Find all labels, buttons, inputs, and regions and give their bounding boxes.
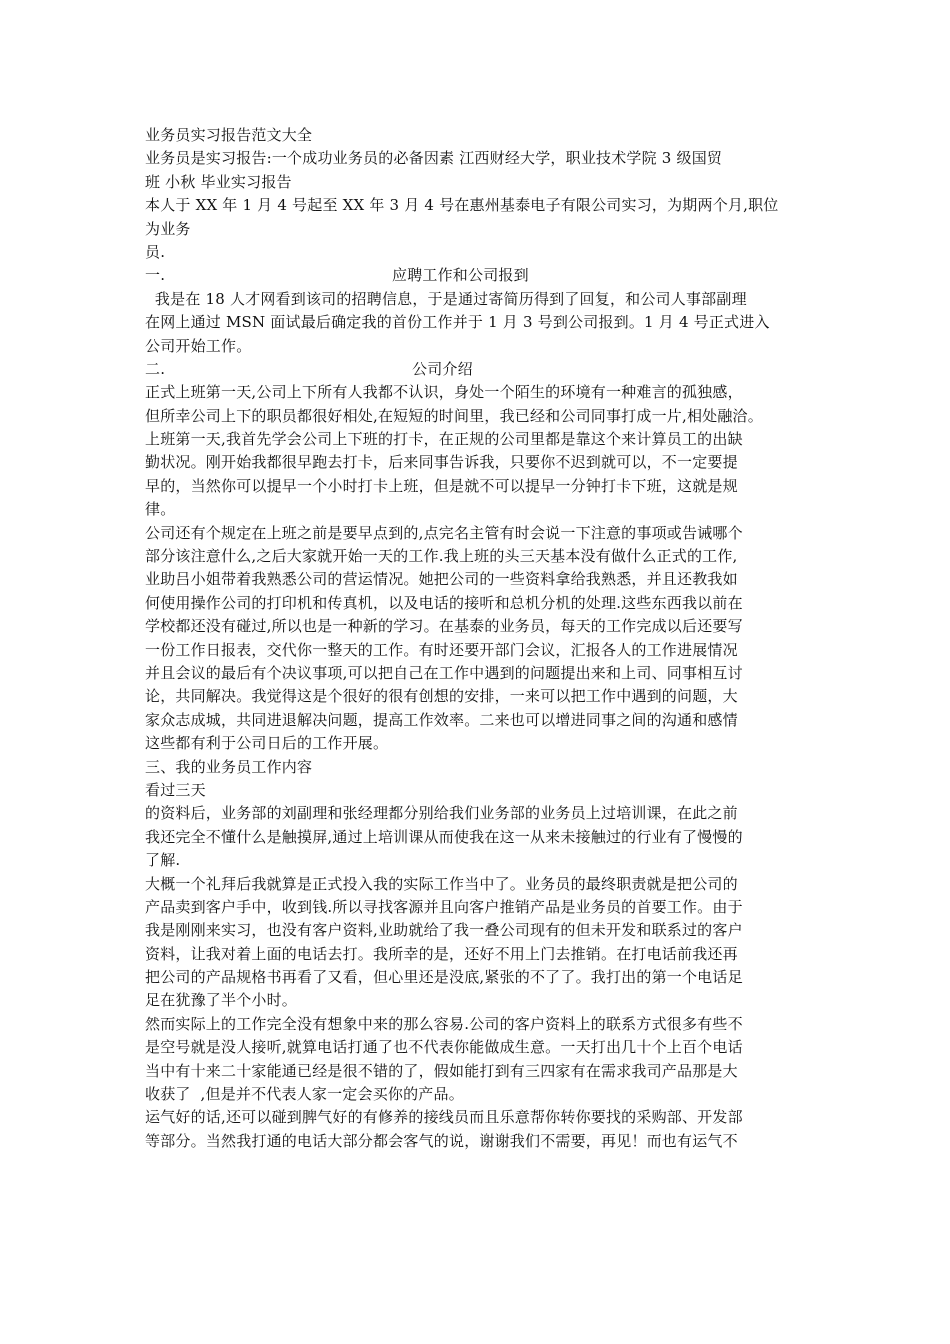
paragraph-line: 这些都有利于公司日后的工作开展。 — [145, 734, 389, 753]
paragraph-line: 公司还有个规定在上班之前是要早点到的,点完名主管有时会说一下注意的事项或告诫哪个 — [145, 523, 743, 542]
paragraph-line: 何使用操作公司的打印机和传真机，以及电话的接听和总机分机的处理.这些东西我以前在 — [145, 593, 743, 612]
subtitle-block — [145, 147, 820, 194]
section-3-heading: 三、我的业务员工作内容 — [145, 757, 313, 776]
intro-line: 为业务 — [145, 219, 191, 238]
paragraph-line: 上班第一天,我首先学会公司上下班的打卡，在正规的公司里都是靠这个来计算员工的出缺 — [145, 430, 743, 449]
intro-line: 员. — [145, 242, 166, 261]
paragraph-line: 一份工作日报表，交代你一整天的工作。有时还要开部门会议，汇报各人的工作进展情况 — [145, 640, 738, 659]
paragraph-line: 然而实际上的工作完全没有想象中来的那么容易.公司的客户资料上的联系方式很多有些不 — [145, 1014, 743, 1033]
paragraph-line: 产品卖到客户手中，收到钱.所以寻找客源并且向客户推销产品是业务员的首要工作。由于 — [145, 897, 743, 916]
paragraph-line: 业助吕小姐带着我熟悉公司的营运情况。她把公司的一些资料拿给我熟悉，并且还教我如 — [145, 570, 738, 589]
document-title: 业务员实习报告范文大全 — [145, 126, 313, 144]
paragraph-line: 我是在 18 人才网看到该司的招聘信息，于是通过寄简历得到了回复，和公司人事部副理 — [145, 289, 747, 308]
paragraph-line: 资料，让我对着上面的电话去打。我所幸的是，还好不用上门去推销。在打电话前我还再 — [145, 944, 738, 963]
section-3-paragraph-4 — [145, 1106, 820, 1153]
paragraph-line: 部分该注意什么,之后大家就开始一天的工作.我上班的头三天基本没有做什么正式的工作, — [145, 547, 738, 566]
section-2-heading: 二. 公司介绍 — [145, 358, 820, 381]
subtitle-line: 业务员是实习报告:一个成功业务员的必备因素 江西财经大学，职业技术学院 3 级国贸 — [145, 149, 723, 168]
paragraph-line: 律。 — [145, 500, 176, 519]
section-3-paragraph-1 — [145, 779, 820, 873]
paragraph-line: 是空号就是没人接听,就算电话打通了也不代表你能做成生意。一天打出几十个上百个电话 — [145, 1038, 743, 1057]
section-3-paragraph-2 — [145, 873, 820, 1013]
paragraph-line: 论，共同解决。我觉得这是个很好的很有创想的安排，一来可以把工作中遇到的问题，大 — [145, 687, 738, 706]
paragraph-line: 但所幸公司上下的职员都很好相处,在短短的时间里，我已经和公司同事打成一片,相处融洽。 — [145, 406, 763, 425]
paragraph-line: 了解. — [145, 851, 181, 870]
paragraph-line: 在网上通过 MSN 面试最后确定我的首份工作并于 1 月 3 号到公司报到。1 月 4 号正式进入 — [145, 313, 770, 332]
paragraph-line: 学校都还没有碰过,所以也是一种新的学习。在基泰的业务员，每天的工作完成以后还要写 — [145, 617, 743, 636]
section-2-paragraph-1 — [145, 381, 820, 521]
paragraph-line: 我还完全不懂什么是触摸屏,通过上培训课从而使我在这一从来未接触过的行业有了慢慢的 — [145, 827, 743, 846]
section-title: 公司介绍 — [412, 359, 473, 378]
paragraph-line: 勤状况。刚开始我都很早跑去打卡，后来同事告诉我，只要你不迟到就可以，不一定要提 — [145, 453, 738, 472]
paragraph-line: 正式上班第一天,公司上下所有人我都不认识，身处一个陌生的环境有一种难言的孤独感， — [145, 383, 743, 402]
section-3-paragraph-3 — [145, 1013, 820, 1107]
intro-line: 本人于 XX 年 1 月 4 号起至 XX 年 3 月 4 号在惠州基泰电子有限公司实习，为期两个月,职位 — [145, 196, 779, 215]
paragraph-line: 并且会议的最后有个决议事项,可以把自己在工作中遇到的问题提出来和上司、同事相互讨 — [145, 663, 743, 682]
paragraph-line: 我是刚刚来实习，也没有客户资料,业助就给了我一叠公司现有的但未开发和联系过的客户 — [145, 921, 743, 940]
section-1-heading: 一. 应聘工作和公司报到 — [145, 264, 820, 287]
paragraph-line: 的资料后，业务部的刘副理和张经理都分别给我们业务部的业务员上过培训课，在此之前 — [145, 804, 738, 823]
paragraph-line: 把公司的产品规格书再看了又看，但心里还是没底,紧张的不了了。我打出的第一个电话足 — [145, 968, 743, 987]
section-1-paragraph — [145, 288, 820, 358]
subtitle-line: 班 小秋 毕业实习报告 — [145, 172, 292, 191]
intro-paragraph — [145, 194, 820, 264]
section-title: 应聘工作和公司报到 — [392, 266, 529, 285]
paragraph-line: 早的，当然你可以提早一个小时打卡上班，但是就不可以提早一分钟打卡下班，这就是规 — [145, 476, 738, 495]
paragraph-line: 收获了 ,但是并不代表人家一定会买你的产品。 — [145, 1085, 464, 1104]
paragraph-line: 当中有十来二十家能通已经是很不错的了，假如能打到有三四家有在需求我司产品那是大 — [145, 1061, 738, 1080]
paragraph-line: 家众志成城，共同进退解决问题，提高工作效率。二来也可以增进同事之间的沟通和感情 — [145, 710, 738, 729]
paragraph-line: 足在犹豫了半个小时。 — [145, 991, 298, 1010]
paragraph-line: 看过三天 — [145, 780, 206, 799]
paragraph-line: 大概一个礼拜后我就算是正式投入我的实际工作当中了。业务员的最终职责就是把公司的 — [145, 874, 738, 893]
section-2-paragraph-2 — [145, 522, 820, 756]
paragraph-line: 运气好的话,还可以碰到脾气好的有修养的接线员而且乐意帮你转你要找的采购部、开发部 — [145, 1108, 743, 1127]
document-body — [145, 124, 820, 1153]
paragraph-line: 等部分。当然我打通的电话大部分都会客气的说，谢谢我们不需要，再见！而也有运气不 — [145, 1131, 738, 1150]
paragraph-line: 公司开始工作。 — [145, 336, 252, 355]
